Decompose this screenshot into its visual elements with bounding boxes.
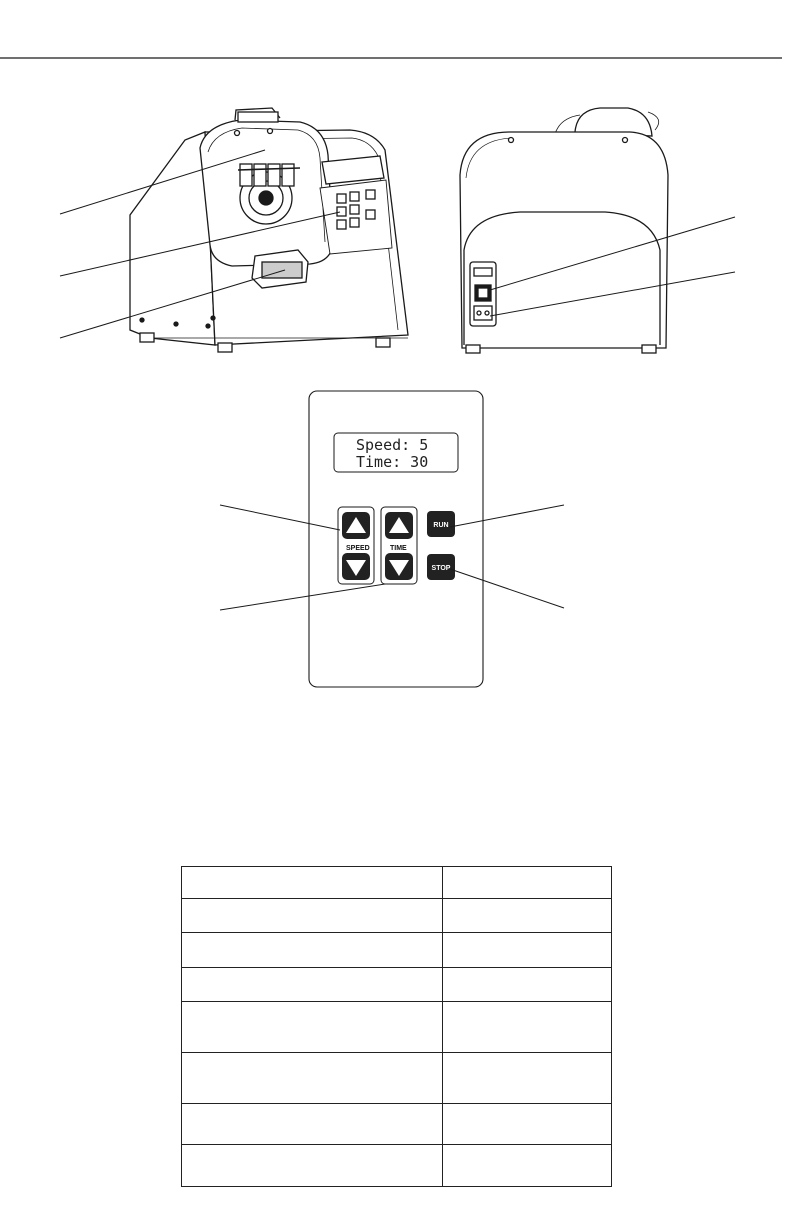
table-cell [443,933,612,968]
foot [466,345,480,353]
tube-clamp [268,164,280,186]
table-cell [182,867,443,899]
table-cell [443,1145,612,1187]
lcd-line-time: Time: 30 [356,453,429,471]
tube-clamp [282,164,294,186]
table-cell [443,1053,612,1104]
table-cell [443,1104,612,1145]
table-cell [443,968,612,1002]
lcd-line-speed: Speed: 5 [356,436,429,454]
specification-table [181,866,612,1187]
tube-clamp [240,164,252,186]
table-cell [443,1002,612,1053]
run-button-label: RUN [433,522,449,529]
table-cell [443,899,612,933]
table-cell [443,867,612,899]
table-row [182,899,612,933]
foot [140,333,154,342]
table-cell [182,1002,443,1053]
table-cell [182,899,443,933]
table-cell [182,968,443,1002]
table-row [182,968,612,1002]
table-cell [182,1145,443,1187]
device-front-view [130,108,408,352]
table-row [182,1104,612,1145]
foot [218,343,232,352]
stop-button-label: STOP [431,565,451,572]
control-panel [309,391,483,687]
table-cell [182,1053,443,1104]
table-row [182,933,612,968]
table-cell [182,1104,443,1145]
time-label: TIME [390,545,407,552]
foot [376,338,390,347]
table-cell [182,933,443,968]
speed-label: SPEED [346,545,370,552]
table-row [182,867,612,899]
tube-clamp [254,164,266,186]
foot [642,345,656,353]
table-row [182,1145,612,1187]
table-row [182,1002,612,1053]
table-row [182,1053,612,1104]
